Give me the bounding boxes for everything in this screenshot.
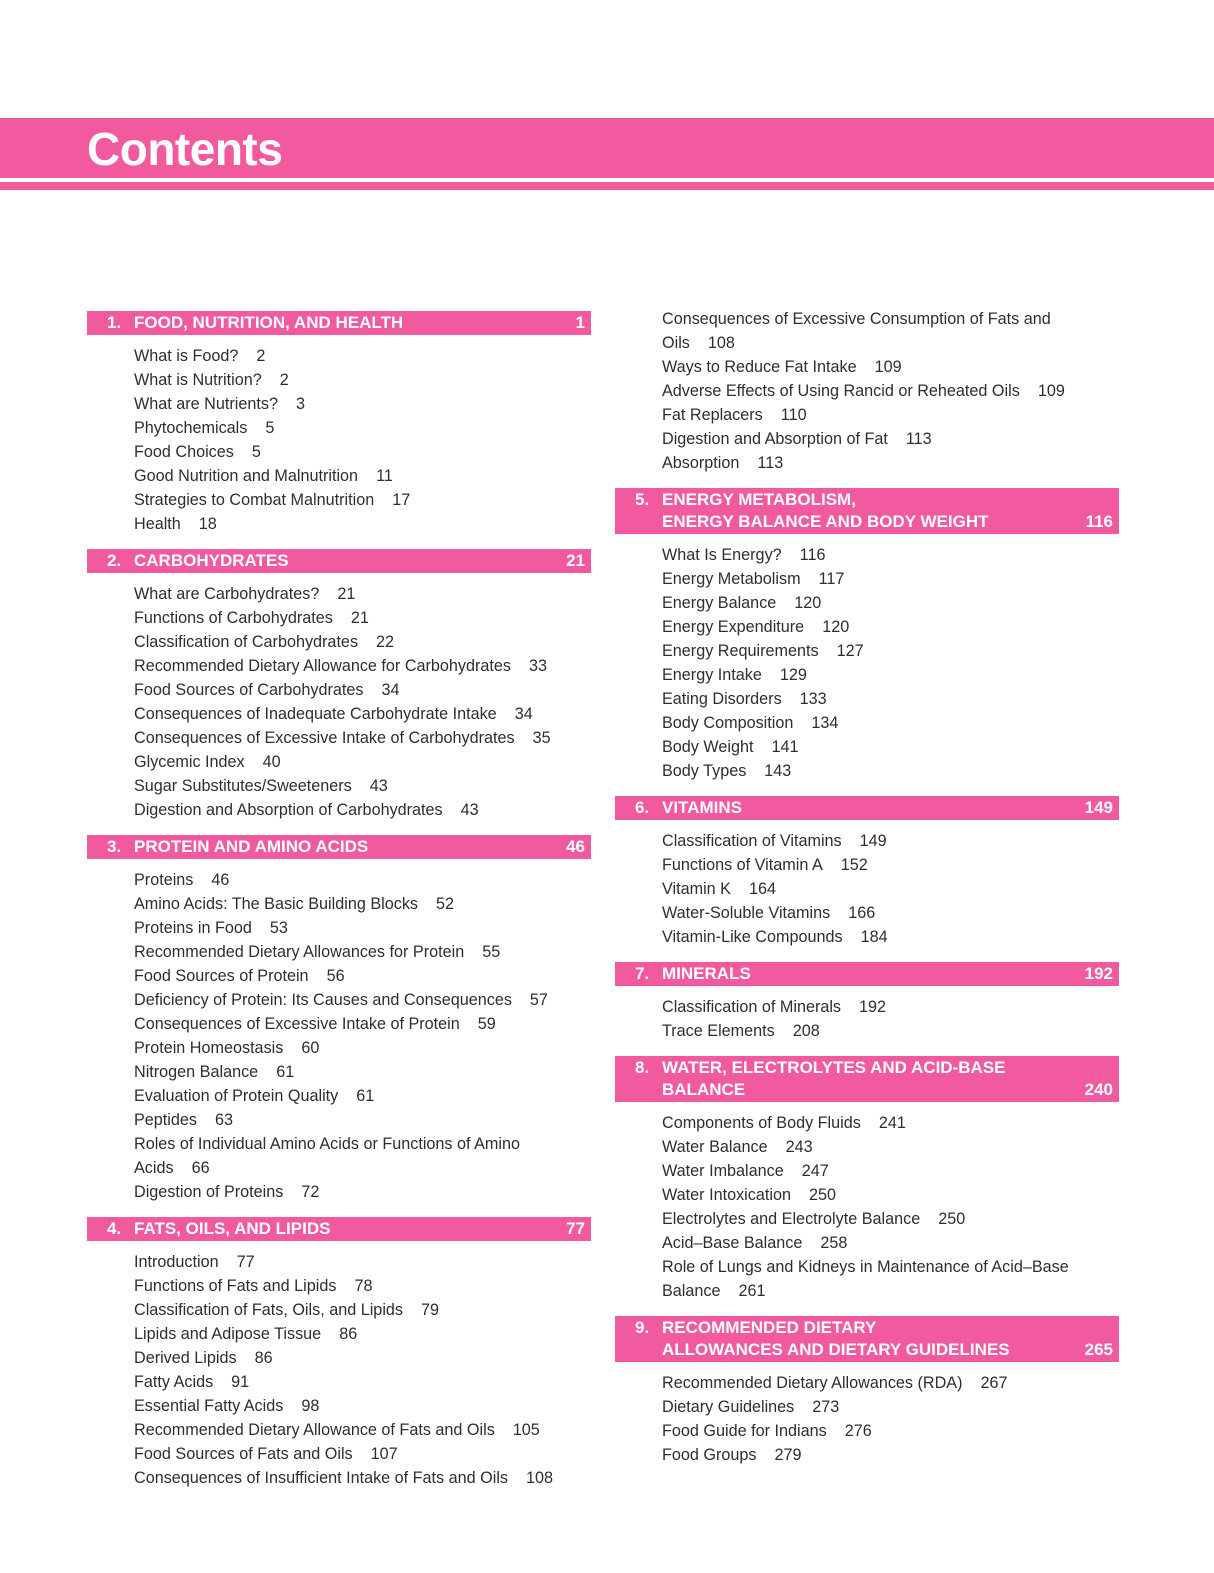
toc-entry[interactable] <box>134 1274 591 1298</box>
toc-chapter <box>87 835 591 1204</box>
chapter-number: 5. <box>635 490 650 509</box>
entry-page: 261 <box>738 1282 766 1300</box>
toc-entry[interactable] <box>134 368 591 392</box>
entry-title: Phytochemicals <box>134 419 248 437</box>
entry-title: Body Weight <box>662 738 754 756</box>
toc-entry[interactable] <box>134 798 591 822</box>
toc-entry[interactable] <box>134 1394 591 1418</box>
entry-title: Digestion and Absorption of Fat <box>662 430 888 448</box>
toc-entry[interactable] <box>134 1346 591 1370</box>
chapter-number: 6. <box>635 798 650 817</box>
entry-title: Energy Intake <box>662 666 762 684</box>
entry-title: Trace Elements <box>662 1022 775 1040</box>
entry-title: Energy Metabolism <box>662 570 801 588</box>
entry-title: What are Nutrients? <box>134 395 278 413</box>
entry-title: Electrolytes and Electrolyte Balance <box>662 1210 921 1228</box>
entry-page: 34 <box>514 705 533 723</box>
toc-entry[interactable] <box>662 427 1119 451</box>
entry-page: 21 <box>350 609 369 627</box>
entry-title: Sugar Substitutes/Sweeteners <box>134 777 352 795</box>
chapter-page: 116 <box>1085 512 1113 531</box>
toc-entry[interactable] <box>134 488 591 512</box>
toc-entry[interactable] <box>662 1231 1119 1255</box>
entry-page: 116 <box>799 546 826 564</box>
toc-entry[interactable] <box>134 512 591 536</box>
toc-entry[interactable] <box>662 995 1119 1019</box>
entry-title: Classification of Carbohydrates <box>134 633 359 651</box>
chapter-heading[interactable] <box>615 1316 1119 1362</box>
chapter-entries <box>87 582 591 822</box>
toc-entry[interactable] <box>134 654 591 678</box>
entry-title: Acid–Base Balance <box>662 1234 803 1252</box>
toc-entry[interactable] <box>662 403 1119 427</box>
entry-title: Deficiency of Protein: Its Causes and Consequences <box>134 991 512 1009</box>
toc-entry[interactable] <box>134 1370 591 1394</box>
toc-entry[interactable] <box>662 1111 1119 1135</box>
entry-title: Nitrogen Balance <box>134 1063 259 1081</box>
entry-title: Fatty Acids <box>134 1373 214 1391</box>
entry-title: Water Imbalance <box>662 1162 784 1180</box>
entry-title: What is Food? <box>134 347 239 365</box>
toc-chapter <box>615 488 1119 783</box>
entry-page: 57 <box>529 991 548 1009</box>
entry-page: 63 <box>215 1111 234 1129</box>
entry-title: Consequences of Excessive Intake of Protein <box>134 1015 460 1033</box>
entry-title: What are Carbohydrates? <box>134 585 320 603</box>
entry-title: Functions of Carbohydrates <box>134 609 333 627</box>
entry-title: Water-Soluble Vitamins <box>662 904 831 922</box>
entry-page: 18 <box>198 515 217 533</box>
entry-page: 78 <box>354 1277 373 1295</box>
chapter-entries <box>615 543 1119 783</box>
toc-entry[interactable] <box>134 1012 591 1036</box>
entry-title: Functions of Vitamin A <box>662 856 823 874</box>
toc-entry[interactable] <box>134 1036 591 1060</box>
entry-page: 184 <box>860 928 888 946</box>
entry-page: 72 <box>301 1183 320 1201</box>
entry-page: 108 <box>526 1469 554 1487</box>
entry-page: 17 <box>392 491 411 509</box>
toc-entry[interactable] <box>662 877 1119 901</box>
entry-page: 108 <box>707 334 735 352</box>
entry-title: Water Intoxication <box>662 1186 791 1204</box>
toc-chapter <box>615 796 1119 949</box>
toc-entry[interactable] <box>134 916 591 940</box>
entry-page: 109 <box>874 358 902 376</box>
entry-title: Energy Requirements <box>662 642 819 660</box>
chapter-page: 265 <box>1084 1340 1113 1359</box>
chapter-title: FATS, OILS, AND LIPIDS <box>134 1219 331 1238</box>
entry-title: Absorption <box>662 454 740 472</box>
entry-page: 273 <box>812 1398 840 1416</box>
chapter-title: MINERALS <box>662 964 751 983</box>
entry-page: 5 <box>251 443 261 461</box>
toc-chapter <box>615 1316 1119 1467</box>
chapter-number: 2. <box>107 551 122 570</box>
entry-page: 40 <box>262 753 281 771</box>
entry-title: Lipids and Adipose Tissue <box>134 1325 322 1343</box>
toc-entry[interactable] <box>662 639 1119 663</box>
toc-entry[interactable] <box>134 416 591 440</box>
toc-entry[interactable] <box>134 1180 591 1204</box>
entry-title: Role of Lungs and Kidneys in Maintenance of Acid–Base Balance <box>662 1258 1069 1300</box>
entry-title: Consequences of Insufficient Intake of Fats and Oils <box>134 1469 509 1487</box>
toc-entry[interactable] <box>134 440 591 464</box>
entry-title: Food Sources of Protein <box>134 967 309 985</box>
entry-title: Peptides <box>134 1111 197 1129</box>
entry-title: Classification of Minerals <box>662 998 842 1016</box>
toc-entry[interactable] <box>662 1255 1119 1303</box>
entry-page: 247 <box>801 1162 829 1180</box>
entry-title: Consequences of Excessive Intake of Carbohydrates <box>134 729 515 747</box>
page-title: Contents <box>87 123 283 175</box>
entry-page: 110 <box>780 406 807 424</box>
toc-entry[interactable] <box>662 925 1119 949</box>
toc-entry[interactable] <box>134 1466 591 1490</box>
toc-entry[interactable] <box>134 868 591 892</box>
chapter-heading[interactable] <box>615 796 1119 820</box>
entry-page: 33 <box>529 657 548 675</box>
toc-entry[interactable] <box>134 1442 591 1466</box>
toc-chapter <box>87 1217 591 1490</box>
chapter-page: 240 <box>1084 1080 1113 1099</box>
chapter-number: 8. <box>635 1058 650 1077</box>
entry-title: Recommended Dietary Allowances for Protein <box>134 943 465 961</box>
toc-entry[interactable] <box>662 1159 1119 1183</box>
toc-entry[interactable] <box>134 678 591 702</box>
entry-page: 11 <box>376 467 393 485</box>
entry-page: 241 <box>878 1114 906 1132</box>
entry-title: Amino Acids: The Basic Building Blocks <box>134 895 419 913</box>
chapter-title: FOOD, NUTRITION, AND HEALTH <box>134 313 404 332</box>
entry-page: 43 <box>369 777 388 795</box>
entry-page: 46 <box>211 871 230 889</box>
entry-page: 208 <box>792 1022 820 1040</box>
entry-title: Digestion and Absorption of Carbohydrates <box>134 801 443 819</box>
entry-title: Digestion of Proteins <box>134 1183 284 1201</box>
toc-right-column <box>615 307 1119 1480</box>
toc-chapter <box>87 311 591 536</box>
entry-title: Health <box>134 515 181 533</box>
entry-title: Adverse Effects of Using Rancid or Reheated Oils <box>662 382 1020 400</box>
chapter-entries <box>615 307 1119 475</box>
entry-page: 79 <box>421 1301 440 1319</box>
toc-entry[interactable] <box>662 543 1119 567</box>
chapter-title: VITAMINS <box>662 798 742 817</box>
entry-title: Water Balance <box>662 1138 768 1156</box>
toc-entry[interactable] <box>134 1322 591 1346</box>
entry-page: 109 <box>1037 382 1065 400</box>
entry-title: Recommended Dietary Allowance for Carbohydrates <box>134 657 511 675</box>
toc-entry[interactable] <box>134 1108 591 1132</box>
toc-entry[interactable] <box>662 1419 1119 1443</box>
entry-page: 21 <box>337 585 356 603</box>
entry-title: Evaluation of Protein Quality <box>134 1087 339 1105</box>
entry-page: 5 <box>265 419 275 437</box>
toc-chapter <box>87 549 591 822</box>
entry-page: 149 <box>859 832 887 850</box>
toc-entry[interactable] <box>662 1135 1119 1159</box>
entry-title: Ways to Reduce Fat Intake <box>662 358 857 376</box>
entry-title: Eating Disorders <box>662 690 782 708</box>
entry-page: 91 <box>231 1373 250 1391</box>
entry-page: 55 <box>482 943 501 961</box>
chapter-title: ENERGY METABOLISM, ENERGY BALANCE AND BODY WEIGHT <box>662 490 989 531</box>
entry-page: 164 <box>748 880 776 898</box>
entry-page: 34 <box>381 681 400 699</box>
entry-page: 107 <box>370 1445 398 1463</box>
entry-page: 276 <box>844 1422 872 1440</box>
chapter-entries <box>615 829 1119 949</box>
chapter-page: 149 <box>1084 798 1113 817</box>
entry-page: 250 <box>808 1186 836 1204</box>
entry-title: Glycemic Index <box>134 753 245 771</box>
entry-title: What Is Energy? <box>662 546 782 564</box>
entry-title: Body Types <box>662 762 747 780</box>
entry-title: Food Guide for Indians <box>662 1422 827 1440</box>
header-stripe <box>0 182 1214 190</box>
entry-title: Food Sources of Carbohydrates <box>134 681 364 699</box>
toc-entry[interactable] <box>134 1060 591 1084</box>
toc-entry[interactable] <box>134 582 591 606</box>
entry-title: Fat Replacers <box>662 406 763 424</box>
entry-title: Proteins in Food <box>134 919 252 937</box>
entry-title: Roles of Individual Amino Acids or Functions of Amino Acids <box>134 1135 521 1177</box>
toc-entry[interactable] <box>134 892 591 916</box>
chapter-heading[interactable] <box>87 835 591 859</box>
entry-page: 86 <box>254 1349 273 1367</box>
chapter-page: 192 <box>1084 964 1113 983</box>
entry-title: Food Groups <box>662 1446 757 1464</box>
chapter-title: WATER, ELECTROLYTES AND ACID-BASE BALANCE <box>662 1058 1006 1099</box>
entry-page: 258 <box>820 1234 848 1252</box>
toc-entry[interactable] <box>134 1084 591 1108</box>
entry-title: Food Sources of Fats and Oils <box>134 1445 353 1463</box>
toc-entry[interactable] <box>662 687 1119 711</box>
entry-title: Consequences of Excessive Consumption of Fats and Oils <box>662 310 1051 352</box>
entry-title: Classification of Fats, Oils, and Lipids <box>134 1301 404 1319</box>
toc-entry[interactable] <box>134 702 591 726</box>
chapter-heading[interactable] <box>87 549 591 573</box>
toc-entry[interactable] <box>134 750 591 774</box>
entry-title: Classification of Vitamins <box>662 832 842 850</box>
entry-page: 22 <box>376 633 395 651</box>
chapter-title: RECOMMENDED DIETARY ALLOWANCES AND DIETARY GUIDELINES <box>662 1318 1010 1359</box>
chapter-heading[interactable] <box>615 962 1119 986</box>
toc-entry[interactable] <box>662 1183 1119 1207</box>
chapter-heading[interactable] <box>615 488 1119 534</box>
entry-page: 61 <box>356 1087 375 1105</box>
toc-left-column <box>87 311 591 1503</box>
entry-page: 61 <box>276 1063 295 1081</box>
entry-page: 2 <box>279 371 289 389</box>
chapter-number: 4. <box>107 1219 122 1238</box>
toc-entry[interactable] <box>662 451 1119 475</box>
entry-page: 250 <box>938 1210 966 1228</box>
entry-page: 66 <box>191 1159 210 1177</box>
entry-title: Energy Balance <box>662 594 777 612</box>
entry-title: Food Choices <box>134 443 234 461</box>
toc-chapter <box>615 1056 1119 1303</box>
entry-page: 35 <box>532 729 551 747</box>
toc-entry[interactable] <box>662 759 1119 783</box>
chapter-number: 9. <box>635 1318 650 1337</box>
entry-title: Consequences of Inadequate Carbohydrate Intake <box>134 705 497 723</box>
entry-page: 98 <box>301 1397 320 1415</box>
entry-page: 120 <box>822 618 850 636</box>
chapter-entries <box>87 344 591 536</box>
entry-title: Dietary Guidelines <box>662 1398 795 1416</box>
entry-page: 192 <box>859 998 887 1016</box>
entry-page: 59 <box>477 1015 496 1033</box>
toc-entry[interactable] <box>662 1443 1119 1467</box>
toc-entry[interactable] <box>134 344 591 368</box>
toc-entry[interactable] <box>134 940 591 964</box>
entry-page: 243 <box>785 1138 813 1156</box>
entry-page: 86 <box>339 1325 358 1343</box>
toc-entry[interactable] <box>662 1371 1119 1395</box>
entry-title: Recommended Dietary Allowances (RDA) <box>662 1374 963 1392</box>
chapter-entries <box>615 1111 1119 1303</box>
entry-page: 267 <box>980 1374 1008 1392</box>
entry-title: Energy Expenditure <box>662 618 805 636</box>
toc-entry[interactable] <box>662 901 1119 925</box>
entry-page: 143 <box>764 762 792 780</box>
entry-page: 52 <box>436 895 455 913</box>
entry-page: 56 <box>326 967 345 985</box>
chapter-page: 46 <box>566 837 585 856</box>
entry-page: 152 <box>840 856 868 874</box>
chapter-heading[interactable] <box>87 311 591 335</box>
entry-page: 127 <box>836 642 864 660</box>
chapter-number: 7. <box>635 964 650 983</box>
toc-entry[interactable] <box>662 591 1119 615</box>
toc-entry[interactable] <box>662 1207 1119 1231</box>
entry-page: 113 <box>757 454 784 472</box>
entry-page: 77 <box>236 1253 255 1271</box>
toc-entry[interactable] <box>134 774 591 798</box>
entry-page: 129 <box>779 666 807 684</box>
toc-entry[interactable] <box>662 711 1119 735</box>
chapter-number: 3. <box>107 837 122 856</box>
entry-title: Protein Homeostasis <box>134 1039 284 1057</box>
toc-entry[interactable] <box>662 1019 1119 1043</box>
entry-page: 113 <box>905 430 932 448</box>
entry-page: 2 <box>256 347 266 365</box>
toc-entry[interactable] <box>134 1418 591 1442</box>
entry-title: Derived Lipids <box>134 1349 237 1367</box>
toc-entry[interactable] <box>662 1395 1119 1419</box>
toc-chapter <box>615 307 1119 475</box>
entry-page: 60 <box>301 1039 320 1057</box>
chapter-entries <box>87 868 591 1204</box>
toc-entry[interactable] <box>662 829 1119 853</box>
toc-entry[interactable] <box>134 1250 591 1274</box>
chapter-title: CARBOHYDRATES <box>134 551 289 570</box>
toc-entry[interactable] <box>662 379 1119 403</box>
chapter-entries <box>615 995 1119 1043</box>
entry-page: 53 <box>269 919 288 937</box>
entry-page: 117 <box>818 570 845 588</box>
toc-entry[interactable] <box>662 615 1119 639</box>
entry-page: 133 <box>799 690 827 708</box>
entry-title: Good Nutrition and Malnutrition <box>134 467 359 485</box>
entry-title: Components of Body Fluids <box>662 1114 861 1132</box>
toc-entry[interactable] <box>662 307 1119 355</box>
toc-entry[interactable] <box>134 726 591 750</box>
entry-page: 3 <box>295 395 305 413</box>
entry-title: Vitamin K <box>662 880 731 898</box>
toc-entry[interactable] <box>134 606 591 630</box>
toc-entry[interactable] <box>134 1298 591 1322</box>
entry-title: Essential Fatty Acids <box>134 1397 284 1415</box>
toc-entry[interactable] <box>134 630 591 654</box>
entry-title: What is Nutrition? <box>134 371 262 389</box>
toc-entry[interactable] <box>134 392 591 416</box>
toc-entry[interactable] <box>662 355 1119 379</box>
chapter-heading[interactable] <box>87 1217 591 1241</box>
toc-entry[interactable] <box>134 1132 591 1180</box>
toc-entry[interactable] <box>134 988 591 1012</box>
entry-title: Strategies to Combat Malnutrition <box>134 491 375 509</box>
chapter-entries <box>615 1371 1119 1467</box>
toc-entry[interactable] <box>662 735 1119 759</box>
chapter-page: 21 <box>566 551 585 570</box>
entry-page: 43 <box>460 801 479 819</box>
toc-entry[interactable] <box>134 464 591 488</box>
entry-page: 166 <box>848 904 876 922</box>
entry-page: 134 <box>811 714 839 732</box>
entry-page: 120 <box>794 594 822 612</box>
toc-entry[interactable] <box>662 567 1119 591</box>
entry-title: Vitamin-Like Compounds <box>662 928 843 946</box>
toc-entry[interactable] <box>662 853 1119 877</box>
entry-title: Body Composition <box>662 714 794 732</box>
entry-title: Functions of Fats and Lipids <box>134 1277 337 1295</box>
entry-page: 279 <box>774 1446 802 1464</box>
chapter-title: PROTEIN AND AMINO ACIDS <box>134 837 369 856</box>
chapter-entries <box>87 1250 591 1490</box>
chapter-heading[interactable] <box>615 1056 1119 1102</box>
entry-title: Proteins <box>134 871 194 889</box>
entry-title: Introduction <box>134 1253 219 1271</box>
chapter-page: 77 <box>566 1219 585 1238</box>
chapter-number: 1. <box>107 313 122 332</box>
entry-title: Recommended Dietary Allowance of Fats and Oils <box>134 1421 495 1439</box>
toc-entry[interactable] <box>662 663 1119 687</box>
entry-page: 141 <box>771 738 799 756</box>
toc-entry[interactable] <box>134 964 591 988</box>
toc-chapter <box>615 962 1119 1043</box>
chapter-page: 1 <box>575 313 585 332</box>
entry-page: 105 <box>512 1421 540 1439</box>
